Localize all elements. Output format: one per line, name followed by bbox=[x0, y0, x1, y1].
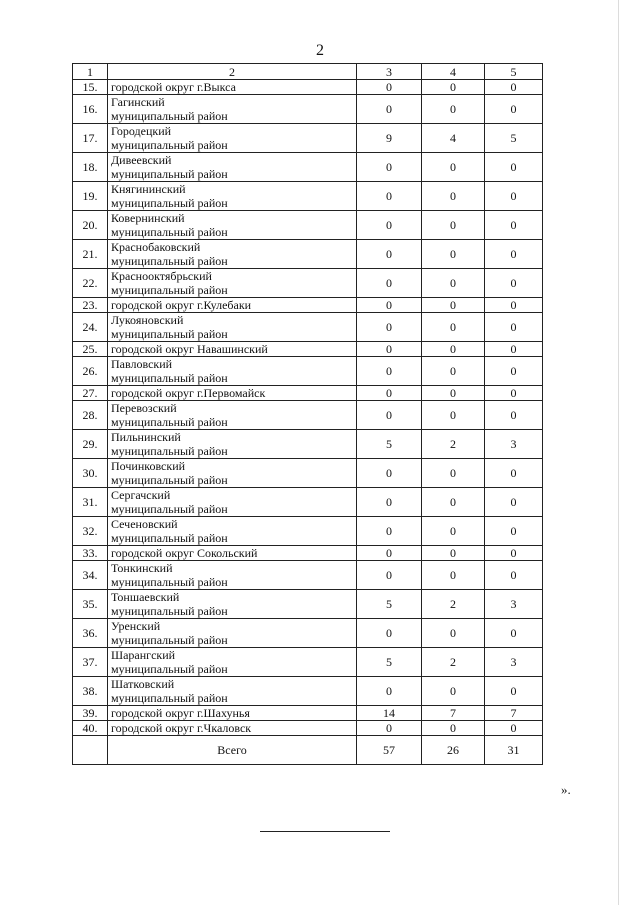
district-name bbox=[108, 706, 357, 721]
value-col-3: 0 bbox=[357, 357, 422, 386]
row-number: 32. bbox=[73, 517, 108, 546]
value-col-4: 4 bbox=[422, 124, 485, 153]
district-name-line: Тоншаевский bbox=[111, 590, 180, 604]
row-number: 22. bbox=[73, 269, 108, 298]
value-col-5: 0 bbox=[485, 269, 543, 298]
table-row bbox=[73, 430, 543, 459]
table-row bbox=[73, 182, 543, 211]
district-name bbox=[108, 182, 357, 211]
value-col-5: 0 bbox=[485, 342, 543, 357]
district-name bbox=[108, 561, 357, 590]
row-number: 38. bbox=[73, 677, 108, 706]
value-col-5: 3 bbox=[485, 590, 543, 619]
table-row bbox=[73, 561, 543, 590]
value-col-5: 0 bbox=[485, 488, 543, 517]
row-number: 37. bbox=[73, 648, 108, 677]
value-col-4: 0 bbox=[422, 721, 485, 736]
row-number: 35. bbox=[73, 590, 108, 619]
district-name-line: Уренский bbox=[111, 619, 161, 633]
district-name-line: Перевозский bbox=[111, 401, 177, 415]
district-name bbox=[108, 386, 357, 401]
value-col-4: 0 bbox=[422, 211, 485, 240]
value-col-5: 7 bbox=[485, 706, 543, 721]
row-number: 31. bbox=[73, 488, 108, 517]
value-col-5: 3 bbox=[485, 648, 543, 677]
district-name bbox=[108, 590, 357, 619]
value-col-3: 0 bbox=[357, 517, 422, 546]
row-number: 18. bbox=[73, 153, 108, 182]
district-name-line: Павловский bbox=[111, 357, 173, 371]
value-col-5: 0 bbox=[485, 240, 543, 269]
value-col-4: 0 bbox=[422, 677, 485, 706]
table-row bbox=[73, 95, 543, 124]
district-name-line: муниципальный район bbox=[111, 691, 228, 705]
value-col-3: 0 bbox=[357, 401, 422, 430]
district-name-line: Сергачский bbox=[111, 488, 171, 502]
value-col-5: 0 bbox=[485, 721, 543, 736]
district-name-line: Починковский bbox=[111, 459, 186, 473]
district-name bbox=[108, 124, 357, 153]
value-col-5: 0 bbox=[485, 211, 543, 240]
table-row bbox=[73, 648, 543, 677]
district-name-line: Дивеевский bbox=[111, 153, 172, 167]
district-name-line: муниципальный район bbox=[111, 283, 228, 297]
district-name bbox=[108, 342, 357, 357]
row-number: 19. bbox=[73, 182, 108, 211]
district-name-line: муниципальный район bbox=[111, 196, 228, 210]
table-row bbox=[73, 459, 543, 488]
row-number: 21. bbox=[73, 240, 108, 269]
district-name-line: муниципальный район bbox=[111, 531, 228, 545]
value-col-5: 0 bbox=[485, 459, 543, 488]
district-name-line: городской округ г.Первомайск bbox=[111, 386, 266, 400]
value-col-4: 2 bbox=[422, 590, 485, 619]
district-name bbox=[108, 269, 357, 298]
district-name-line: муниципальный район bbox=[111, 444, 228, 458]
district-name-line: муниципальный район bbox=[111, 415, 228, 429]
value-col-4: 0 bbox=[422, 182, 485, 211]
value-col-4: 0 bbox=[422, 546, 485, 561]
value-col-3: 0 bbox=[357, 619, 422, 648]
value-col-5: 0 bbox=[485, 386, 543, 401]
value-col-5: 0 bbox=[485, 401, 543, 430]
district-name-line: Княгининский bbox=[111, 182, 186, 196]
table-row bbox=[73, 721, 543, 736]
district-name-line: муниципальный район bbox=[111, 604, 228, 618]
table-row bbox=[73, 153, 543, 182]
district-name-line: муниципальный район bbox=[111, 254, 228, 268]
district-name-line: Гагинский bbox=[111, 95, 165, 109]
row-number: 24. bbox=[73, 313, 108, 342]
header-col-5: 5 bbox=[485, 64, 543, 80]
district-name bbox=[108, 677, 357, 706]
value-col-3: 0 bbox=[357, 95, 422, 124]
total-value-col-4: 26 bbox=[422, 736, 485, 765]
table-row bbox=[73, 546, 543, 561]
table-row bbox=[73, 269, 543, 298]
district-name bbox=[108, 721, 357, 736]
district-name-line: муниципальный район bbox=[111, 575, 228, 589]
district-name bbox=[108, 80, 357, 95]
value-col-5: 5 bbox=[485, 124, 543, 153]
table-row bbox=[73, 677, 543, 706]
district-name-line: городской округ г.Чкаловск bbox=[111, 721, 252, 735]
page-number: 2 bbox=[316, 42, 324, 59]
value-col-5: 0 bbox=[485, 546, 543, 561]
value-col-5: 0 bbox=[485, 677, 543, 706]
row-number: 17. bbox=[73, 124, 108, 153]
value-col-4: 0 bbox=[422, 298, 485, 313]
table-row bbox=[73, 517, 543, 546]
row-number: 30. bbox=[73, 459, 108, 488]
value-col-4: 0 bbox=[422, 488, 485, 517]
district-name bbox=[108, 517, 357, 546]
district-name-line: муниципальный район bbox=[111, 327, 228, 341]
value-col-3: 0 bbox=[357, 80, 422, 95]
table-row bbox=[73, 706, 543, 721]
row-number: 33. bbox=[73, 546, 108, 561]
row-number: 27. bbox=[73, 386, 108, 401]
value-col-3: 0 bbox=[357, 153, 422, 182]
value-col-4: 0 bbox=[422, 153, 485, 182]
value-col-3: 0 bbox=[357, 182, 422, 211]
scan-edge-line bbox=[618, 0, 619, 905]
district-name bbox=[108, 95, 357, 124]
value-col-3: 0 bbox=[357, 488, 422, 517]
district-name bbox=[108, 153, 357, 182]
row-number: 34. bbox=[73, 561, 108, 590]
district-name-line: муниципальный район bbox=[111, 371, 228, 385]
table-row bbox=[73, 401, 543, 430]
total-label: Всего bbox=[108, 736, 357, 765]
table-header-row bbox=[73, 64, 543, 80]
value-col-5: 3 bbox=[485, 430, 543, 459]
table-row bbox=[73, 619, 543, 648]
district-name-line: Краснооктябрьский bbox=[111, 269, 212, 283]
district-name-line: муниципальный район bbox=[111, 167, 228, 181]
header-col-4: 4 bbox=[422, 64, 485, 80]
value-col-3: 14 bbox=[357, 706, 422, 721]
district-name-line: Краснобаковский bbox=[111, 240, 201, 254]
district-name bbox=[108, 401, 357, 430]
district-name bbox=[108, 240, 357, 269]
header-col-2: 2 bbox=[108, 64, 357, 80]
header-col-1: 1 bbox=[73, 64, 108, 80]
table-row bbox=[73, 240, 543, 269]
value-col-3: 0 bbox=[357, 313, 422, 342]
value-col-3: 5 bbox=[357, 590, 422, 619]
district-name-line: городской округ Сокольский bbox=[111, 546, 258, 560]
value-col-3: 0 bbox=[357, 342, 422, 357]
district-name-line: муниципальный район bbox=[111, 633, 228, 647]
value-col-5: 0 bbox=[485, 182, 543, 211]
value-col-4: 2 bbox=[422, 430, 485, 459]
district-name-line: Городецкий bbox=[111, 124, 172, 138]
row-number: 39. bbox=[73, 706, 108, 721]
row-number: 23. bbox=[73, 298, 108, 313]
total-row bbox=[73, 736, 543, 765]
district-name-line: Сеченовский bbox=[111, 517, 178, 531]
row-number: 16. bbox=[73, 95, 108, 124]
district-name bbox=[108, 298, 357, 313]
district-name-line: муниципальный район bbox=[111, 109, 228, 123]
value-col-4: 0 bbox=[422, 459, 485, 488]
value-col-4: 0 bbox=[422, 342, 485, 357]
table-row bbox=[73, 211, 543, 240]
district-name-line: муниципальный район bbox=[111, 662, 228, 676]
district-name bbox=[108, 357, 357, 386]
value-col-4: 7 bbox=[422, 706, 485, 721]
closing-quote: ». bbox=[561, 782, 571, 797]
value-col-4: 0 bbox=[422, 269, 485, 298]
value-col-3: 0 bbox=[357, 240, 422, 269]
value-col-4: 0 bbox=[422, 357, 485, 386]
value-col-5: 0 bbox=[485, 619, 543, 648]
value-col-3: 9 bbox=[357, 124, 422, 153]
value-col-4: 0 bbox=[422, 517, 485, 546]
district-name-line: Тонкинский bbox=[111, 561, 173, 575]
value-col-5: 0 bbox=[485, 357, 543, 386]
district-name-line: муниципальный район bbox=[111, 225, 228, 239]
separator-rule bbox=[260, 831, 390, 832]
value-col-3: 0 bbox=[357, 211, 422, 240]
table-row bbox=[73, 386, 543, 401]
row-number: 36. bbox=[73, 619, 108, 648]
district-name bbox=[108, 488, 357, 517]
value-col-5: 0 bbox=[485, 517, 543, 546]
district-name bbox=[108, 619, 357, 648]
row-number: 25. bbox=[73, 342, 108, 357]
district-name bbox=[108, 648, 357, 677]
district-name-line: городской округ г.Выкса bbox=[111, 80, 236, 94]
table-row bbox=[73, 488, 543, 517]
district-name-line: Пильнинский bbox=[111, 430, 181, 444]
value-col-5: 0 bbox=[485, 298, 543, 313]
value-col-4: 0 bbox=[422, 240, 485, 269]
value-col-4: 0 bbox=[422, 561, 485, 590]
value-col-4: 0 bbox=[422, 95, 485, 124]
value-col-4: 0 bbox=[422, 619, 485, 648]
table-row bbox=[73, 590, 543, 619]
value-col-5: 0 bbox=[485, 561, 543, 590]
district-name-line: муниципальный район bbox=[111, 138, 228, 152]
district-name-line: Шатковский bbox=[111, 677, 175, 691]
districts-table bbox=[72, 63, 543, 765]
value-col-3: 0 bbox=[357, 546, 422, 561]
district-name-line: муниципальный район bbox=[111, 502, 228, 516]
value-col-4: 0 bbox=[422, 80, 485, 95]
total-row-number-cell bbox=[73, 736, 108, 765]
value-col-3: 0 bbox=[357, 459, 422, 488]
table-row bbox=[73, 124, 543, 153]
value-col-3: 0 bbox=[357, 298, 422, 313]
total-value-col-3: 57 bbox=[357, 736, 422, 765]
district-name bbox=[108, 313, 357, 342]
district-name-line: городской округ г.Шахунья bbox=[111, 706, 250, 720]
table-row bbox=[73, 342, 543, 357]
district-name bbox=[108, 211, 357, 240]
row-number: 20. bbox=[73, 211, 108, 240]
table-row bbox=[73, 313, 543, 342]
value-col-4: 0 bbox=[422, 401, 485, 430]
value-col-5: 0 bbox=[485, 313, 543, 342]
total-value-col-5: 31 bbox=[485, 736, 543, 765]
table-row bbox=[73, 357, 543, 386]
row-number: 26. bbox=[73, 357, 108, 386]
district-name-line: Шарангский bbox=[111, 648, 176, 662]
row-number: 28. bbox=[73, 401, 108, 430]
row-number: 29. bbox=[73, 430, 108, 459]
value-col-4: 0 bbox=[422, 386, 485, 401]
value-col-3: 0 bbox=[357, 561, 422, 590]
value-col-3: 5 bbox=[357, 430, 422, 459]
value-col-3: 0 bbox=[357, 269, 422, 298]
value-col-3: 5 bbox=[357, 648, 422, 677]
district-name bbox=[108, 430, 357, 459]
district-name-line: городской округ Навашинский bbox=[111, 342, 268, 356]
value-col-3: 0 bbox=[357, 721, 422, 736]
value-col-4: 2 bbox=[422, 648, 485, 677]
value-col-5: 0 bbox=[485, 153, 543, 182]
header-col-3: 3 bbox=[357, 64, 422, 80]
value-col-3: 0 bbox=[357, 386, 422, 401]
district-name-line: Ковернинский bbox=[111, 211, 185, 225]
value-col-4: 0 bbox=[422, 313, 485, 342]
district-name-line: муниципальный район bbox=[111, 473, 228, 487]
row-number: 40. bbox=[73, 721, 108, 736]
district-name-line: Лукояновский bbox=[111, 313, 184, 327]
district-name bbox=[108, 546, 357, 561]
value-col-3: 0 bbox=[357, 677, 422, 706]
value-col-5: 0 bbox=[485, 80, 543, 95]
district-name bbox=[108, 459, 357, 488]
value-col-5: 0 bbox=[485, 95, 543, 124]
district-name-line: городской округ г.Кулебаки bbox=[111, 298, 252, 312]
row-number: 15. bbox=[73, 80, 108, 95]
table-row bbox=[73, 298, 543, 313]
table-row bbox=[73, 80, 543, 95]
